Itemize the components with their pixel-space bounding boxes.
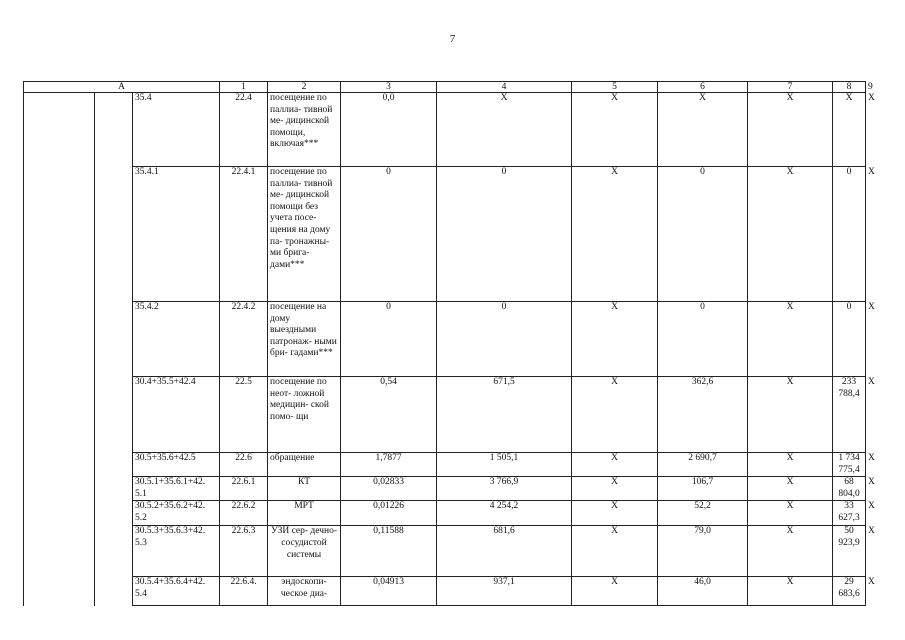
- cell-description: УЗИ сер- дечно- сосудистой системы: [268, 526, 341, 577]
- cell-col-3: 0,0: [341, 93, 437, 167]
- cell-code-a: 35.4.1: [133, 167, 220, 302]
- table-row: 30.5+35.6+42.5 22.6 обращение 1,7877 1 505,1 Х 2 690,7 Х 1 734 775,4 Х: [24, 453, 866, 477]
- cell-code-a: 30.5.3+35.6.3+42. 5.3: [133, 526, 220, 577]
- cell-col-8: 233 788,4: [833, 377, 866, 453]
- data-table: [23, 81, 875, 606]
- cell-code-1: 22.6: [220, 453, 268, 477]
- table-row: 30.5.4+35.6.4+42. 5.4 22.6.4. эндоскопи- ческое диа- 0,04913 937,1 Х 46,0 Х 29 683,6 Х: [24, 577, 866, 606]
- cell-code-a: 30.5.4+35.6.4+42. 5.4: [133, 577, 220, 606]
- cell-description: КТ: [268, 477, 341, 501]
- cell-col-6: 52,2: [658, 501, 748, 526]
- cell-col-4: 4 254,2: [437, 501, 572, 526]
- cell-col-3: 0,02833: [341, 477, 437, 501]
- table-row: 30.4+35.5+42.4 22.5 посещение по неот- ложной медицин- ской помо- щи 0,54 671,5 Х 362,6 Х 233 788,4 Х: [24, 377, 866, 453]
- cell-col-8: 0: [833, 167, 866, 302]
- cell-col-3: 0,11588: [341, 526, 437, 577]
- header-cell-3: 3: [341, 82, 437, 93]
- cell-col-6: Х: [658, 93, 748, 167]
- cell-col-8: 68 804,0: [833, 477, 866, 501]
- cell-col-6: 79,0: [658, 526, 748, 577]
- cell-description: посещение на дому выездными патронаж- ными бри- гадами***: [268, 302, 341, 377]
- blank-spanning-cell: [95, 93, 133, 606]
- cell-code-a: 30.4+35.5+42.4: [133, 377, 220, 453]
- cell-col-7: Х: [748, 167, 833, 302]
- cell-description: обращение: [268, 453, 341, 477]
- page-number: 7: [449, 33, 456, 45]
- header-cell-8: 8: [833, 82, 866, 93]
- cell-col-4: Х: [437, 93, 572, 167]
- cell-code-1: 22.4.2: [220, 302, 268, 377]
- cell-code-a: 30.5.1+35.6.1+42. 5.1: [133, 477, 220, 501]
- cell-col-8: 50 923,9: [833, 526, 866, 577]
- cell-col-5: Х: [572, 453, 658, 477]
- table-row: 35.4 22.4 посещение по паллиа- тивной ме- дицинской помощи, включая*** 0,0 Х Х Х Х Х Х: [24, 93, 866, 167]
- header-cell-7: 7: [748, 82, 833, 93]
- cell-col-8: 33 627,3: [833, 501, 866, 526]
- cell-code-1: 22.4.1: [220, 167, 268, 302]
- table-row: 30.5.2+35.6.2+42. 5.2 22.6.2 МРТ 0,01226 4 254,2 Х 52,2 Х 33 627,3 Х: [24, 501, 866, 526]
- cell-code-a: 35.4: [133, 93, 220, 167]
- cell-code-1: 22.6.2: [220, 501, 268, 526]
- header-cell-1: 1: [220, 82, 268, 93]
- cell-col-7: Х: [748, 377, 833, 453]
- cell-col-8: 0: [833, 302, 866, 377]
- cell-col-3: 0,54: [341, 377, 437, 453]
- table-row: 35.4.1 22.4.1 посещение по паллиа- тивной ме- дицинской помощи без учета посе- щения на дому па- тронажны- ми брига- дами*** 0 0 Х 0 Х 0 Х: [24, 167, 866, 302]
- cell-col-4: 681,6: [437, 526, 572, 577]
- cell-col-6: 46,0: [658, 577, 748, 606]
- header-cell-a: А: [24, 82, 220, 93]
- cell-col-6: 0: [658, 302, 748, 377]
- cell-code-a: 30.5+35.6+42.5: [133, 453, 220, 477]
- cell-col-7: Х: [748, 302, 833, 377]
- cell-code-a: 30.5.2+35.6.2+42. 5.2: [133, 501, 220, 526]
- cell-col-5: Х: [572, 526, 658, 577]
- cell-col-5: Х: [572, 377, 658, 453]
- cell-col-8: 29 683,6: [833, 577, 866, 606]
- cell-code-1: 22.5: [220, 377, 268, 453]
- cell-code-a: 35.4.2: [133, 302, 220, 377]
- cell-col-4: 3 766,9: [437, 477, 572, 501]
- cell-col-7: Х: [748, 526, 833, 577]
- cell-col-7: Х: [748, 477, 833, 501]
- cell-col-7: Х: [748, 453, 833, 477]
- cell-description: посещение по паллиа- тивной ме- дицинской помощи, включая***: [268, 93, 341, 167]
- cell-col-8: Х: [833, 93, 866, 167]
- cell-col-7: Х: [748, 501, 833, 526]
- cell-description: посещение по паллиа- тивной ме- дицинской помощи без учета посе- щения на дому па- тронажны- ми брига- дами***: [268, 167, 341, 302]
- header-cell-2: 2: [268, 82, 341, 93]
- cell-col-7: Х: [748, 93, 833, 167]
- cell-col-3: 0: [341, 167, 437, 302]
- header-cell-5: 5: [572, 82, 658, 93]
- cell-code-1: 22.6.4.: [220, 577, 268, 606]
- table-row: 30.5.1+35.6.1+42. 5.1 22.6.1 КТ 0,02833 3 766,9 Х 106,7 Х 68 804,0 Х: [24, 477, 866, 501]
- cell-col-4: 0: [437, 302, 572, 377]
- cell-description: МРТ: [268, 501, 341, 526]
- cell-col-4: 0: [437, 167, 572, 302]
- cell-code-1: 22.6.3: [220, 526, 268, 577]
- cell-col-4: 671,5: [437, 377, 572, 453]
- cell-col-3: 1,7877: [341, 453, 437, 477]
- cell-col-5: Х: [572, 93, 658, 167]
- cell-col-6: 2 690,7: [658, 453, 748, 477]
- cell-col-6: 362,6: [658, 377, 748, 453]
- cell-col-8: 1 734 775,4: [833, 453, 866, 477]
- cell-col-5: Х: [572, 167, 658, 302]
- table-row: 35.4.2 22.4.2 посещение на дому выездными патронаж- ными бри- гадами*** 0 0 Х 0 Х 0 Х: [24, 302, 866, 377]
- cell-col-3: 0: [341, 302, 437, 377]
- cell-code-1: 22.6.1: [220, 477, 268, 501]
- cell-col-7: Х: [748, 577, 833, 606]
- cell-col-4: 1 505,1: [437, 453, 572, 477]
- cell-description: посещение по неот- ложной медицин- ской помо- щи: [268, 377, 341, 453]
- table-row: 30.5.3+35.6.3+42. 5.3 22.6.3 УЗИ сер- дечно- сосудистой системы 0,11588 681,6 Х 79,0 Х 50 923,9 Х: [24, 526, 866, 577]
- cell-code-1: 22.4: [220, 93, 268, 167]
- table-header-row: А 1 2 3 4 5 6 7 8 9: [24, 82, 866, 93]
- cell-col-3: 0,01226: [341, 501, 437, 526]
- header-cell-4: 4: [437, 82, 572, 93]
- cell-col-6: 0: [658, 167, 748, 302]
- cell-col-5: Х: [572, 577, 658, 606]
- header-cell-6: 6: [658, 82, 748, 93]
- cell-col-4: 937,1: [437, 577, 572, 606]
- blank-spanning-cell: [24, 93, 95, 606]
- cell-col-3: 0,04913: [341, 577, 437, 606]
- cell-description: эндоскопи- ческое диа-: [268, 577, 341, 606]
- cell-col-5: Х: [572, 302, 658, 377]
- cell-col-5: Х: [572, 477, 658, 501]
- cell-col-6: 106,7: [658, 477, 748, 501]
- cell-col-5: Х: [572, 501, 658, 526]
